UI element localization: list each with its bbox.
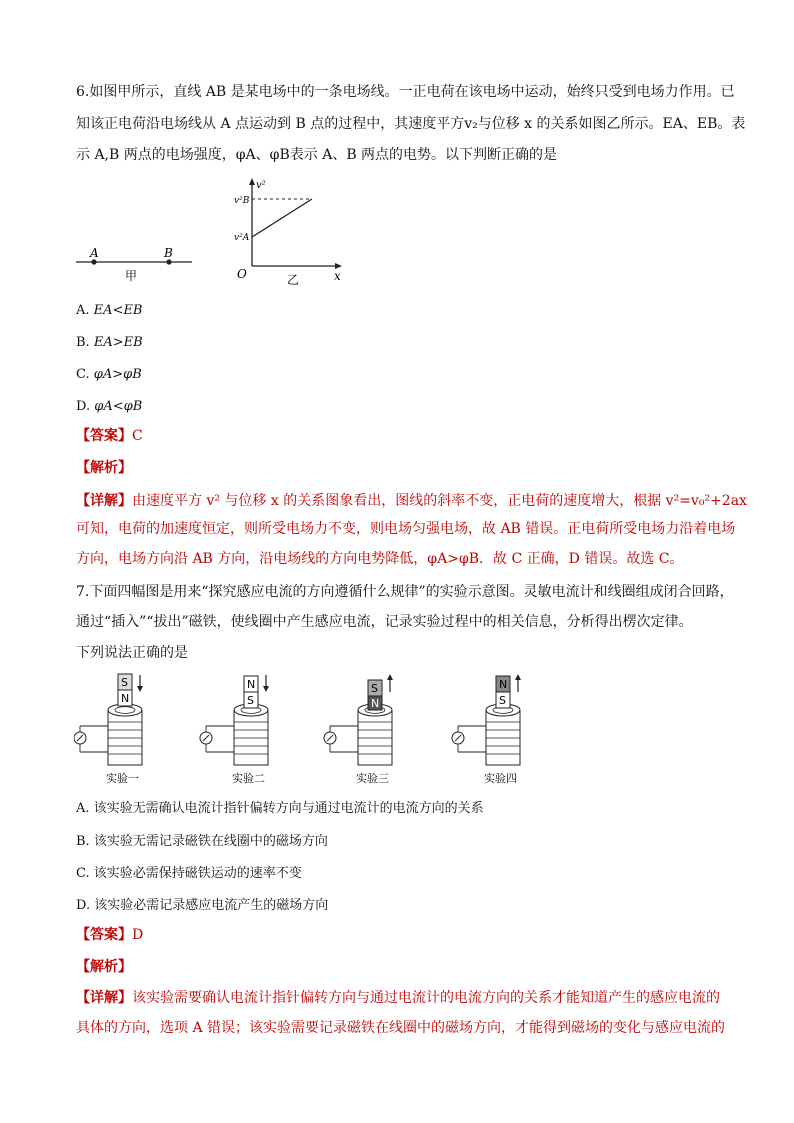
option-text: φA<φB bbox=[94, 399, 143, 414]
y-axis-arrow bbox=[249, 178, 255, 185]
figure-jia-caption: 甲 bbox=[125, 269, 138, 283]
point-b-dot bbox=[166, 259, 171, 264]
point-a-dot bbox=[91, 259, 96, 264]
experiment-2 bbox=[200, 675, 269, 785]
detail-tag: 【详解】 bbox=[76, 493, 132, 509]
figure-yi bbox=[232, 176, 352, 288]
magnet-bottom-label: S bbox=[247, 694, 254, 707]
option-letter: A. bbox=[76, 801, 90, 816]
q7-stem-line-2: 通过“插入”“拔出”磁铁，使线圈中产生感应电流，记录实验过程中的相关信息，分析得出楞次定律。 bbox=[76, 614, 693, 630]
magnet-bottom-label: S bbox=[499, 694, 506, 707]
option-text: 该实验必需记录感应电流产生的磁场方向 bbox=[94, 898, 329, 913]
q7-option-a[interactable] bbox=[76, 800, 484, 818]
arrow-down-head-icon bbox=[263, 686, 269, 692]
magnet-top-label: S bbox=[371, 682, 378, 695]
option-letter: C. bbox=[76, 866, 90, 881]
q6-detail-line-3: 方向，电场方向沿 AB 方向，沿电场线的方向电势降低，φA>φB．故 C 正确，D 错误。故选 C。 bbox=[76, 551, 684, 567]
q6-answer bbox=[76, 426, 143, 446]
q7-stem-line-1: 7.下面四幅图是用来“探究感应电流的方向遵循什么规律”的实验示意图。灵敏电流计和线圈组成闭合回路， bbox=[76, 584, 734, 600]
q6-option-a[interactable] bbox=[76, 302, 143, 320]
x-axis-label: x bbox=[334, 269, 341, 283]
arrow-up-head-icon bbox=[515, 674, 521, 680]
v2-x-graph-line bbox=[252, 199, 312, 237]
figure-jia bbox=[74, 236, 204, 284]
experiments-figure bbox=[74, 670, 554, 790]
option-text: 该实验无需确认电流计指针偏转方向与通过电流计的电流方向的关系 bbox=[93, 801, 484, 816]
q6-option-b[interactable] bbox=[76, 334, 143, 352]
q6-option-d[interactable] bbox=[76, 398, 142, 416]
q7-detail-line-2: 具体的方向，选项 A 错误；该实验需要记录磁铁在线圈中的磁场方向，才能得到磁场的变化与感应电流的 bbox=[76, 1020, 726, 1036]
figure-yi-caption: 乙 bbox=[287, 273, 300, 287]
option-letter: D. bbox=[76, 399, 91, 414]
arrow-down-head-icon bbox=[137, 686, 143, 692]
experiment-4 bbox=[452, 674, 521, 785]
q7-analysis-tag: 【解析】 bbox=[76, 959, 132, 975]
magnet-bottom-label: N bbox=[371, 697, 380, 710]
q7-option-b[interactable] bbox=[76, 833, 328, 851]
q6-stem-line-1: 6.如图甲所示，直线 AB 是某电场中的一条电场线。一正电荷在该电场中运动，始终只受到电场力作用。已 bbox=[76, 84, 735, 100]
detail-text: 由速度平方 v² 与位移 x 的关系图象看出，图线的斜率不变，正电荷的速度增大，根据 v²=v₀²+2ax bbox=[132, 493, 747, 509]
answer-value: C bbox=[132, 428, 143, 444]
y-axis-label: v² bbox=[256, 180, 266, 191]
option-text: EA<EB bbox=[93, 303, 143, 318]
experiment-1 bbox=[74, 674, 143, 785]
q7-option-d[interactable] bbox=[76, 897, 328, 915]
experiment-caption: 实验二 bbox=[232, 772, 265, 785]
magnet-top-label: N bbox=[247, 678, 256, 691]
detail-tag: 【详解】 bbox=[76, 990, 132, 1006]
option-text: EA>EB bbox=[93, 335, 143, 350]
magnet-bottom-label: N bbox=[121, 692, 130, 705]
magnet-top-label: S bbox=[121, 676, 128, 689]
q6-analysis-tag: 【解析】 bbox=[76, 460, 132, 476]
option-letter: D. bbox=[76, 898, 91, 913]
q7-detail-line-1 bbox=[76, 988, 720, 1008]
magnet-top-label: N bbox=[499, 678, 508, 691]
arrow-up-head-icon bbox=[387, 674, 393, 680]
experiment-caption: 实验三 bbox=[356, 772, 389, 785]
origin-label: O bbox=[237, 267, 247, 281]
option-letter: B. bbox=[76, 834, 90, 849]
option-text: 该实验无需记录磁铁在线圈中的磁场方向 bbox=[93, 834, 328, 849]
q6-detail-line-2: 可知，电荷的加速度恒定，则所受电场力不变，则电场匀强电场，故 AB 错误。正电荷所受电场力沿着电场 bbox=[76, 521, 736, 537]
answer-tag: 【答案】 bbox=[76, 428, 132, 444]
q7-option-c[interactable] bbox=[76, 865, 302, 883]
option-letter: B. bbox=[76, 335, 90, 350]
option-text: 该实验必需保持磁铁运动的速率不变 bbox=[93, 866, 302, 881]
vb-label: v²B bbox=[234, 196, 250, 206]
q6-stem-line-2: 知该正电荷沿电场线从 A 点运动到 B 点的过程中，其速度平方v₂与位移 x 的关系如图乙所示。EA、EB。表 bbox=[76, 116, 746, 132]
point-b-label: B bbox=[164, 246, 173, 260]
option-letter: C. bbox=[76, 367, 90, 382]
va-label: v²A bbox=[234, 233, 250, 243]
q6-option-c[interactable] bbox=[76, 366, 142, 384]
q7-stem-line-3: 下列说法正确的是 bbox=[76, 645, 188, 661]
q6-stem-line-3: 示 A,B 两点的电场强度，φA、φB表示 A、B 两点的电势。以下判断正确的是 bbox=[76, 147, 558, 163]
experiment-caption: 实验一 bbox=[106, 772, 139, 785]
q6-detail-line-1 bbox=[76, 491, 747, 511]
option-letter: A. bbox=[76, 303, 90, 318]
experiment-3 bbox=[324, 674, 393, 785]
detail-text: 该实验需要确认电流计指针偏转方向与通过电流计的电流方向的关系才能知道产生的感应电流的 bbox=[132, 990, 720, 1006]
option-text: φA>φB bbox=[93, 367, 142, 382]
point-a-label: A bbox=[90, 246, 99, 260]
experiment-caption: 实验四 bbox=[484, 772, 517, 785]
answer-value: D bbox=[132, 927, 144, 943]
answer-tag: 【答案】 bbox=[76, 927, 132, 943]
q7-answer bbox=[76, 925, 143, 945]
